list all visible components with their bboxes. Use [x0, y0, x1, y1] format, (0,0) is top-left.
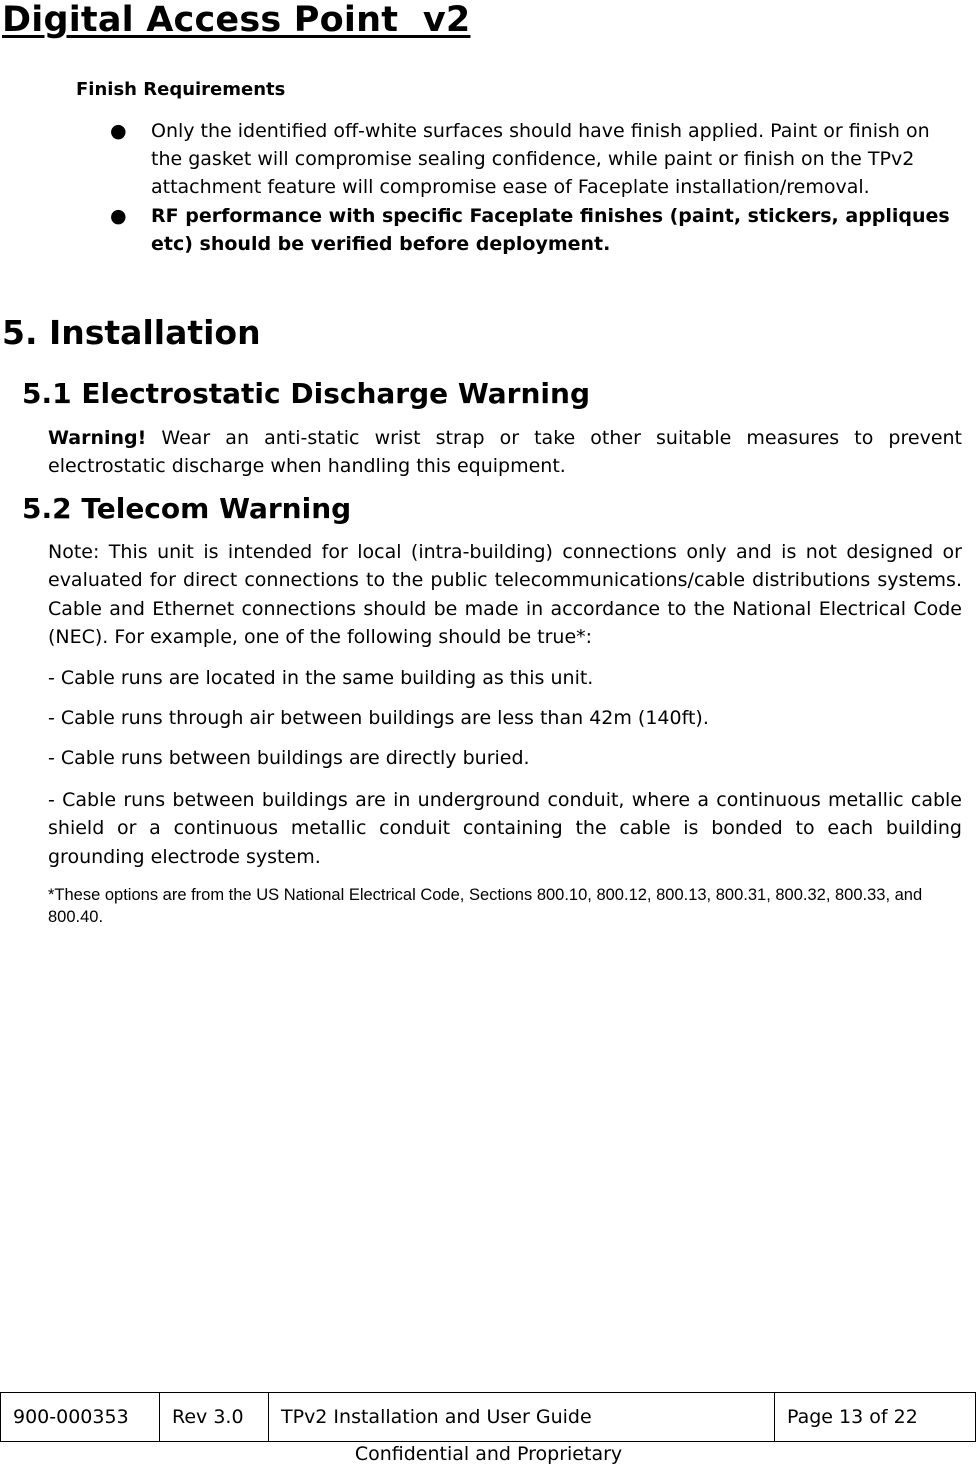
list-item — [110, 117, 960, 202]
section-heading-telecom-warning: 5.2 Telecom Warning — [22, 492, 352, 525]
bullet-icon: ● — [110, 204, 127, 227]
cable-condition-conduit: - Cable runs between buildings are in underground conduit, where a continuous metallic cable shield or a continuous metallic conduit containing the cable is bonded to each building grounding electrode system. — [48, 789, 962, 868]
nec-footnote: *These options are from the US National Electrical Code, Sections 800.10, 800.12, 800.13, 800.31, 800.32, 800.33, and 800.40. — [48, 886, 923, 926]
footer-confidential: Confidential and Proprietary — [354, 1443, 623, 1465]
telecom-note-paragraph: Note: This unit is intended for local (intra-building) connections only and is not designed or evaluated for direct connections to the public telecommunications/cable distributions systems. Cable and Ethernet connections should be made in accordance to the National Electrical Code (NEC). For example, one of the following should be true*: — [48, 541, 962, 648]
footer-revision: Rev 3.0 — [160, 1393, 269, 1442]
cable-condition-same-building: - Cable runs are located in the same building as this unit. — [48, 667, 594, 689]
cable-condition-through-air: - Cable runs through air between buildings are less than 42m (140ft). — [48, 707, 709, 729]
finish-requirements-list — [110, 117, 960, 258]
list-item-text: Only the identified off-white surfaces should have finish applied. Paint or finish on the gasket will compromise sealing confidence, while paint or finish on the TPv2 attachment feature will compromise ease of Faceplate installation/removal. — [151, 120, 930, 199]
cable-condition-directly-buried: - Cable runs between buildings are directly buried. — [48, 747, 530, 769]
section-heading-installation: 5. Installation — [2, 313, 261, 352]
warning-label: Warning! — [48, 427, 147, 449]
list-item — [110, 202, 960, 258]
footer-doc-number: 900-000353 — [1, 1393, 160, 1442]
esd-warning-paragraph — [48, 424, 962, 481]
page-footer-table — [0, 1392, 976, 1442]
warning-text: Wear an anti-static wrist strap or take other suitable measures to prevent electrostatic discharge when handling this equipment. — [48, 427, 962, 478]
document-title: Digital Access Point v2 — [2, 0, 471, 40]
bullet-icon: ● — [110, 120, 127, 142]
footer-guide-title: TPv2 Installation and User Guide — [269, 1393, 775, 1442]
section-heading-esd-warning: 5.1 Electrostatic Discharge Warning — [22, 377, 590, 410]
footer-page-number: Page 13 of 22 — [775, 1393, 976, 1442]
finish-requirements-heading: Finish Requirements — [76, 79, 286, 100]
list-item-text: RF performance with specific Faceplate finishes (paint, stickers, appliques etc) should be verified before deployment. — [151, 204, 950, 255]
